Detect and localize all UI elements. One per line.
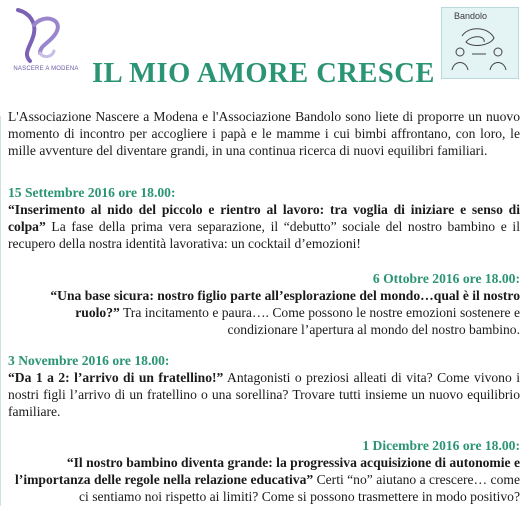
- left-margin-rule: [0, 116, 1, 506]
- event-description: Tra incitamento e paura…. Come possono le nostre emozioni sostenere e condizionare l’apertura al mondo del nostro bambino.: [119, 305, 520, 337]
- nascere-caption: NASCERE A MODENA: [13, 66, 79, 72]
- event-date: 1 Dicembre 2016 ore 18.00:: [362, 438, 520, 453]
- event-4: [8, 437, 520, 505]
- bandolo-figures-icon: [442, 8, 518, 78]
- event-1: [8, 184, 520, 252]
- event-date: 3 Novembre 2016 ore 18.00:: [8, 353, 170, 368]
- event-headline: “Da 1 a 2: l’arrivo di un fratellino!”: [8, 370, 224, 385]
- event-date: 6 Ottobre 2016 ore 18.00:: [372, 271, 520, 286]
- event-description: Certi “no” aiutano a crescere… come ci sentiamo noi rispetto ai limiti? Come si possono trasmettere in modo positivo?: [79, 472, 520, 504]
- event-description: Antagonisti o preziosi alleati di vita? Come vivono i nostri figli l’arrivo di un fratellino o una sorellina? Trovare tutti insieme un nuovo equilibrio familiare.: [8, 370, 520, 419]
- bandolo-logo: [441, 7, 519, 79]
- event-date: 15 Settembre 2016 ore 18.00:: [8, 185, 176, 200]
- intro-paragraph: L'Associazione Nascere a Modena e l'Associazione Bandolo sono liete di proporre un nuovo momento di incontro per accogliere i papà e le mamme i cui bimbi affrontano, con loro, le mille avventure del diventare grandi, in una continua ricerca di nuovi equilibri familiari.: [8, 109, 520, 158]
- bandolo-brand: Bandolo: [454, 11, 488, 21]
- event-2: [8, 270, 520, 338]
- nascere-logo-mark-icon: [10, 5, 70, 65]
- event-headline: “Il nostro bambino diventa grande: la progressiva acquisizione di autonomie e l’importanza delle regole nella relazione educativa”: [15, 455, 520, 487]
- event-headline: “Inserimento al nido del piccolo e rientro al lavoro: tra voglia di iniziare e senso di colpa”: [8, 202, 520, 234]
- page-title: IL MIO AMORE CRESCE: [92, 58, 435, 89]
- nascere-a-modena-logo: [6, 5, 82, 77]
- event-3: [8, 352, 520, 420]
- event-description: La fase della prima vera separazione, il “debutto” sociale del nostro bambino e il recupero della nostra identità lavorativa: un cocktail d’emozioni!: [8, 219, 520, 251]
- event-headline: “Una base sicura: nostro figlio parte all’esplorazione del mondo…qual è il nostro ruolo?”: [50, 288, 520, 320]
